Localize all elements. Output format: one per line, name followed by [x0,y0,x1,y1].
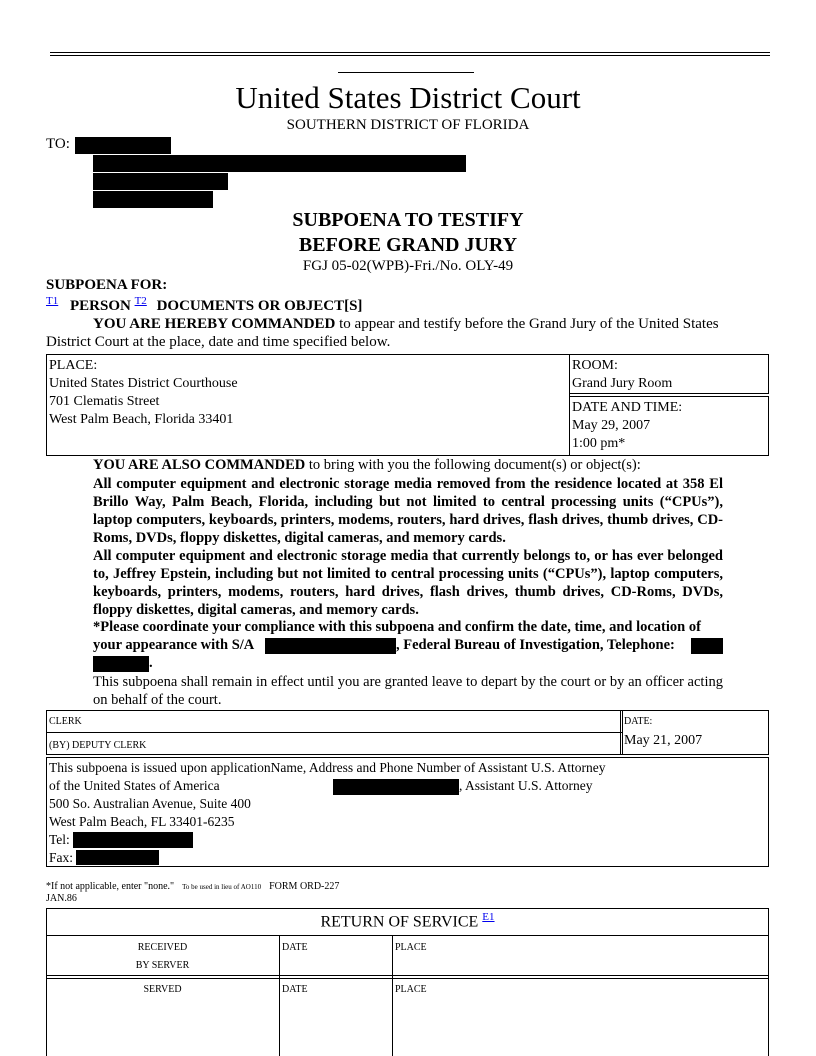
return-col-divider1 [279,935,280,1056]
return-row1-bottom [46,975,769,976]
clerk-date-label: DATE: [624,716,653,727]
subpoena-title-line2: BEFORE GRAND JURY [298,234,518,256]
return-served: SERVED [143,984,182,995]
redaction-block [93,173,228,190]
top-double-rule-lower [50,55,770,56]
footer-date: JAN.86 [46,893,77,904]
redaction-block [75,137,171,154]
case-number: FGJ 05-02(WPB)-Fri./No. OLY-49 [302,258,514,274]
clerk-label: CLERK [49,716,82,727]
coordinate-end: . [149,655,153,671]
issuer-line4: West Palm Beach, FL 33401-6235 [49,814,235,829]
footer-form: FORM ORD-227 [269,881,340,892]
return-place1: PLACE [395,942,427,953]
command-text: to appear and testify before the Grand Jury of the United States [335,316,719,332]
return-date2: DATE [282,984,308,995]
redaction-block [93,191,213,208]
redaction-block [265,638,396,654]
room-label: ROOM: [572,358,618,373]
room-value: Grand Jury Room [572,376,673,391]
coordinate-line2-b: , Federal Bureau of Investigation, Telephone: [396,637,675,653]
footer-lieu: To be used in lieu of AO110 [182,883,262,891]
issuer-tel-label: Tel: [49,832,70,847]
place-line3: West Palm Beach, Florida 33401 [49,412,234,427]
footer-note: *If not applicable, enter "none." [46,881,175,892]
item-paragraph-1: All computer equipment and electronic storage media removed from the residence located at 358 El Brillo Way, Palm Beach, Florida, including but not limited to central processing units (“CPUs”), laptop computers, keyboards, printers, modems, routers, hard drives, flash drives, thumb drives, CD-Roms, DVDs, floppy diskettes, digital cameras, and memory cards. [93,476,723,546]
return-service-title: RETURN OF SERVICE [320,913,479,931]
return-row2-top [46,978,769,979]
footnote-link-t2[interactable]: T2 [134,295,147,307]
redaction-block [691,638,723,654]
subpoena-for-label: SUBPOENA FOR: [46,277,168,293]
command-bold: YOU ARE HEREBY COMMANDED [93,316,336,332]
redaction-block [76,850,159,865]
datetime-label: DATE AND TIME: [572,400,683,415]
datetime-date: May 29, 2007 [572,418,651,433]
return-date1: DATE [282,942,308,953]
deputy-clerk-label: (BY) DEPUTY CLERK [49,740,147,751]
place-line1: United States District Courthouse [49,376,238,391]
place-label: PLACE: [49,358,98,373]
return-received: RECEIVED [137,942,188,953]
command-line1 [93,316,719,333]
issuer-fax-label: Fax: [49,850,74,865]
place-line2: 701 Clematis Street [49,394,160,409]
return-col-divider2 [392,935,393,1056]
footnote-link-e1[interactable]: E1 [482,911,495,923]
subpoena-title-line1: SUBPOENA TO TESTIFY [292,209,524,231]
court-title: United States District Court [235,80,581,115]
issuer-line3: 500 So. Australian Avenue, Suite 400 [49,796,251,811]
coordinate-line2-a: your appearance with S/A [93,637,255,653]
coordinate-line1: *Please coordinate your compliance with this subpoena and confirm the date, time, and location of [93,619,701,635]
datetime-time: 1:00 pm* [572,436,626,451]
redaction-block [93,155,466,172]
remain-in-effect: This subpoena shall remain in effect until you are granted leave to depart by the court or by an officer acting on behalf of the court. [93,674,723,708]
return-place2: PLACE [395,984,427,995]
redaction-block [73,832,193,848]
to-label: TO: [46,136,70,152]
subpoena-for-options [46,295,362,315]
short-rule [338,72,474,73]
clerk-date-value: May 21, 2007 [624,733,703,748]
also-commanded-text: to bring with you the following document(s) or object(s): [305,457,641,473]
command-line2: District Court at the place, date and time specified below. [46,334,391,350]
issuer-line1: This subpoena is issued upon applicationName, Address and Phone Number of Assistant U.S. Attorney [49,760,606,775]
return-service-title-wrap [46,911,769,931]
item-paragraph-2: All computer equipment and electronic storage media that currently belongs to, or has ever belonged to, Jeffrey Epstein, including but not limited to central processing units (“CPUs”), laptop computers, keyboards, printers, modems, routers, hard drives, flash drives, thumb drives, CD-Roms, DVDs, floppy diskettes, digital cameras, and memory cards. [93,548,723,618]
issuer-line2b: , Assistant U.S. Attorney [459,778,593,793]
top-double-rule [50,52,770,53]
issuer-line2a: of the United States of America [49,778,220,793]
court-district: SOUTHERN DISTRICT OF FLORIDA [286,117,530,133]
clerk-divider [46,732,623,733]
redaction-block [333,779,459,795]
person-option: PERSON [69,298,131,314]
redaction-block [93,656,149,672]
footnote-link-t1[interactable]: T1 [46,295,59,307]
also-commanded-bold: YOU ARE ALSO COMMANDED [93,457,306,473]
return-row1-top [46,935,769,936]
footer-note-line [46,876,339,894]
also-commanded [93,457,641,474]
return-by-server: BY SERVER [135,960,190,971]
documents-option: DOCUMENTS OR OBJECT[S] [156,298,363,314]
